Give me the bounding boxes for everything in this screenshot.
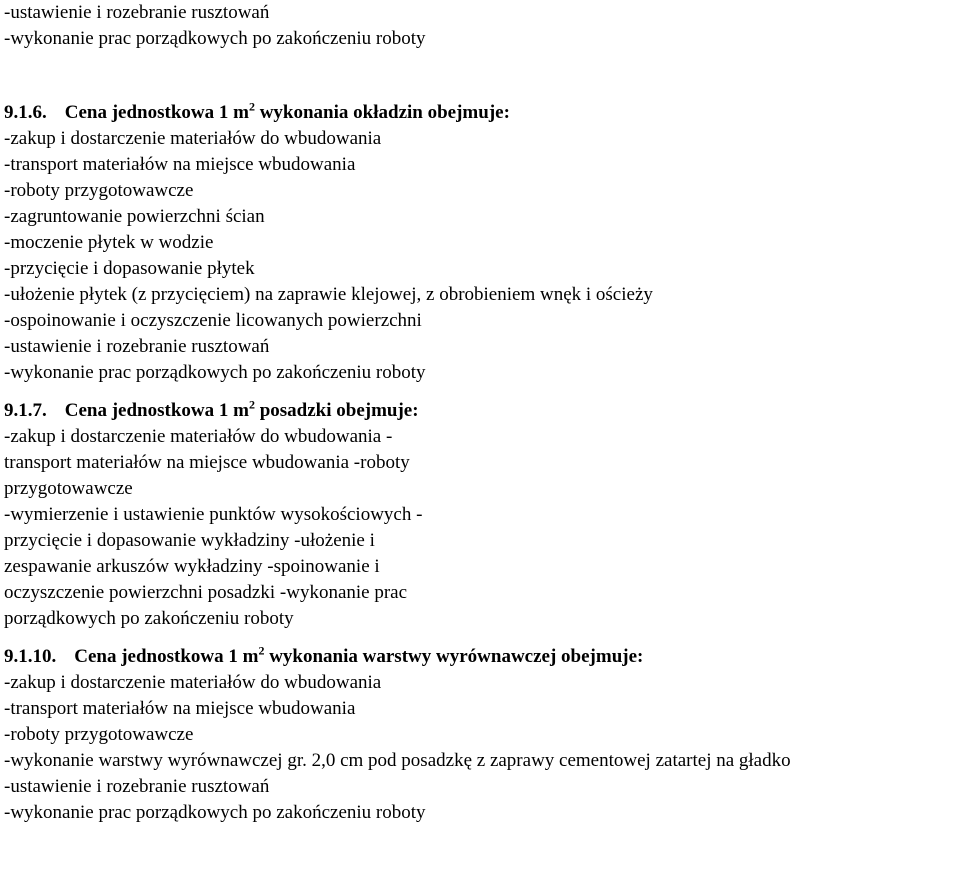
list-item: -wykonanie prac porządkowych po zakończeniu roboty [4, 362, 426, 383]
list-item: -moczenie płytek w wodzie [4, 232, 214, 253]
list-item: transport materiałów na miejsce wbudowania -roboty [4, 452, 410, 473]
list-item: -wymierzenie i ustawienie punktów wysokościowych - [4, 504, 423, 525]
list-item: -zagruntowanie powierzchni ścian [4, 206, 265, 227]
list-item: zespawanie arkuszów wykładziny -spoinowanie i [4, 556, 380, 577]
section-title-superscript: 2 [258, 643, 265, 658]
section-title-before: Cena jednostkowa 1 m [64, 102, 249, 123]
list-item: -ustawienie i rozebranie rusztowań [4, 336, 270, 357]
list-item: -wykonanie prac porządkowych po zakończeniu roboty [4, 802, 426, 823]
list-item: przycięcie i dopasowanie wykładziny -ułożenie i [4, 530, 375, 551]
list-item: -ospoinowanie i oczyszczenie licowanych powierzchni [4, 310, 422, 331]
spacer [4, 52, 960, 100]
section-title-before: Cena jednostkowa 1 m [74, 646, 259, 667]
section-title-after: wykonania okładzin obejmuje: [254, 102, 510, 123]
list-item: -wykonanie warstwy wyrównawczej gr. 2,0 cm pod posadzkę z zaprawy cementowej zatartej na gładko [4, 750, 791, 771]
section-9-1-6 [4, 100, 960, 386]
list-item: -roboty przygotowawcze [4, 724, 194, 745]
spacer [4, 632, 960, 644]
section-heading [4, 644, 960, 670]
section-heading [4, 398, 960, 424]
document-page [4, 0, 960, 826]
intro-line: -ustawienie i rozebranie rusztowań [4, 2, 270, 23]
spacer [4, 386, 960, 398]
section-heading [4, 100, 960, 126]
section-number: 9.1.7. [4, 400, 47, 421]
list-item: -zakup i dostarczenie materiałów do wbudowania [4, 128, 382, 149]
section-title-after: posadzki obejmuje: [254, 400, 419, 421]
section-9-1-7 [4, 398, 960, 632]
list-item: -zakup i dostarczenie materiałów do wbudowania - [4, 426, 393, 447]
list-item: -transport materiałów na miejsce wbudowania [4, 698, 356, 719]
section-title-superscript: 2 [248, 397, 255, 412]
section-number: 9.1.6. [4, 102, 47, 123]
list-item: -roboty przygotowawcze [4, 180, 194, 201]
list-item: -przycięcie i dopasowanie płytek [4, 258, 255, 279]
section-title-before: Cena jednostkowa 1 m [64, 400, 249, 421]
section-title-superscript: 2 [248, 99, 255, 114]
section-title-after: wykonania warstwy wyrównawczej obejmuje: [264, 646, 644, 667]
list-item: oczyszczenie powierzchni posadzki -wykonanie prac [4, 582, 408, 603]
section-9-1-10 [4, 644, 960, 826]
list-item: -zakup i dostarczenie materiałów do wbudowania [4, 672, 382, 693]
intro-block [4, 0, 960, 52]
section-number: 9.1.10. [4, 646, 57, 667]
list-item: -ułożenie płytek (z przycięciem) na zaprawie klejowej, z obrobieniem wnęk i ościeży [4, 284, 653, 305]
list-item: -transport materiałów na miejsce wbudowania [4, 154, 356, 175]
list-item: przygotowawcze [4, 478, 133, 499]
list-item: porządkowych po zakończeniu roboty [4, 608, 294, 629]
list-item: -ustawienie i rozebranie rusztowań [4, 776, 270, 797]
intro-line: -wykonanie prac porządkowych po zakończeniu roboty [4, 28, 426, 49]
